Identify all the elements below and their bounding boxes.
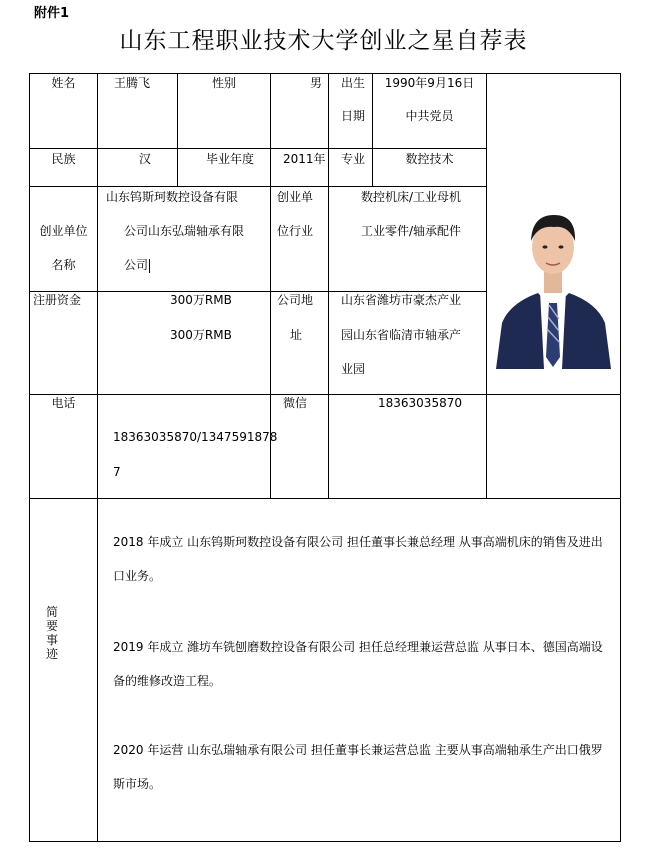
table-border-left — [29, 73, 30, 842]
wechat-value: 18363035870 — [378, 396, 462, 410]
attachment-label: 附件1 — [34, 6, 70, 21]
capital-label: 注册资金 — [33, 293, 82, 307]
major-label: 专业 — [341, 152, 366, 166]
company-label-line1: 创业单位 — [39, 224, 88, 238]
deed-2018: 2018 年成立 山东钨斯珂数控设备有限公司 担任董事长兼总经理 从事高端机床的销售及进出口业务。 — [113, 535, 603, 583]
row-divider — [29, 394, 621, 395]
address-value-line2: 园山东省临清市轴承产 — [341, 328, 462, 342]
wechat-label: 微信 — [283, 396, 308, 410]
industry-value-line1: 数控机床/工业母机 — [361, 190, 462, 204]
address-value-line3: 业园 — [341, 362, 366, 376]
company-value-line3[interactable] — [124, 248, 150, 283]
birth-value: 1990年9月16日 — [384, 76, 475, 90]
text-cursor — [149, 259, 150, 273]
capital-value-1: 300万RMB — [170, 293, 232, 307]
row-divider — [29, 498, 621, 499]
name-label: 姓名 — [51, 76, 76, 90]
industry-value-line2: 工业零件/轴承配件 — [361, 224, 462, 238]
company-value-line2: 公司山东弘瑞轴承有限 — [124, 224, 245, 238]
ethnicity-label: 民族 — [51, 152, 76, 166]
phone-value-line2: 7 — [113, 465, 121, 479]
address-value-line1: 山东省潍坊市豪杰产业 — [341, 293, 462, 307]
company-label-line2: 名称 — [51, 258, 76, 272]
birth-label-line2: 日期 — [341, 109, 366, 123]
deed-2020: 2020 年运营 山东弘瑞轴承有限公司 担任董事长兼运营总监 主要从事高端轴承生产出口俄罗斯市场。 — [113, 743, 603, 791]
industry-label-line2: 位行业 — [277, 224, 314, 238]
capital-value-2: 300万RMB — [170, 328, 232, 342]
ethnicity-value: 汉 — [139, 152, 152, 166]
phone-value-line1: 18363035870/1347591878 — [113, 430, 278, 444]
col-divider — [97, 73, 98, 842]
grad-year-value: 2011年 — [283, 152, 326, 166]
address-label-line2: 址 — [290, 328, 303, 342]
portrait-image — [488, 185, 619, 369]
col-divider — [328, 73, 329, 498]
gender-label: 性别 — [211, 76, 236, 90]
major-value: 数控技术 — [405, 152, 454, 166]
table-border-bottom — [29, 841, 621, 842]
industry-label-line1: 创业单 — [277, 190, 314, 204]
deed-2019: 2019 年成立 潍坊车铣刨磨数控设备有限公司 担任总经理兼运营总监 从事日本、德国高端设备的维修改造工程。 — [113, 640, 603, 688]
gender-value: 男 — [310, 76, 323, 90]
table-border-right — [620, 73, 621, 842]
name-value: 王腾飞 — [114, 76, 151, 90]
form-title: 山东工程职业技术大学创业之星自荐表 — [119, 28, 528, 54]
applicant-photo — [488, 185, 619, 369]
company-value-line1: 山东钨斯珂数控设备有限 — [106, 190, 239, 204]
phone-label: 电话 — [51, 396, 76, 410]
grad-year-label: 毕业年度 — [206, 152, 255, 166]
company-value-line3-text: 公司 — [124, 258, 149, 272]
politics-value: 中共党员 — [405, 109, 454, 123]
birth-label-line1: 出生 — [341, 76, 366, 90]
deeds-label: 简要事迹 — [45, 605, 58, 661]
col-divider — [486, 73, 487, 498]
address-label-line1: 公司地 — [277, 293, 314, 307]
